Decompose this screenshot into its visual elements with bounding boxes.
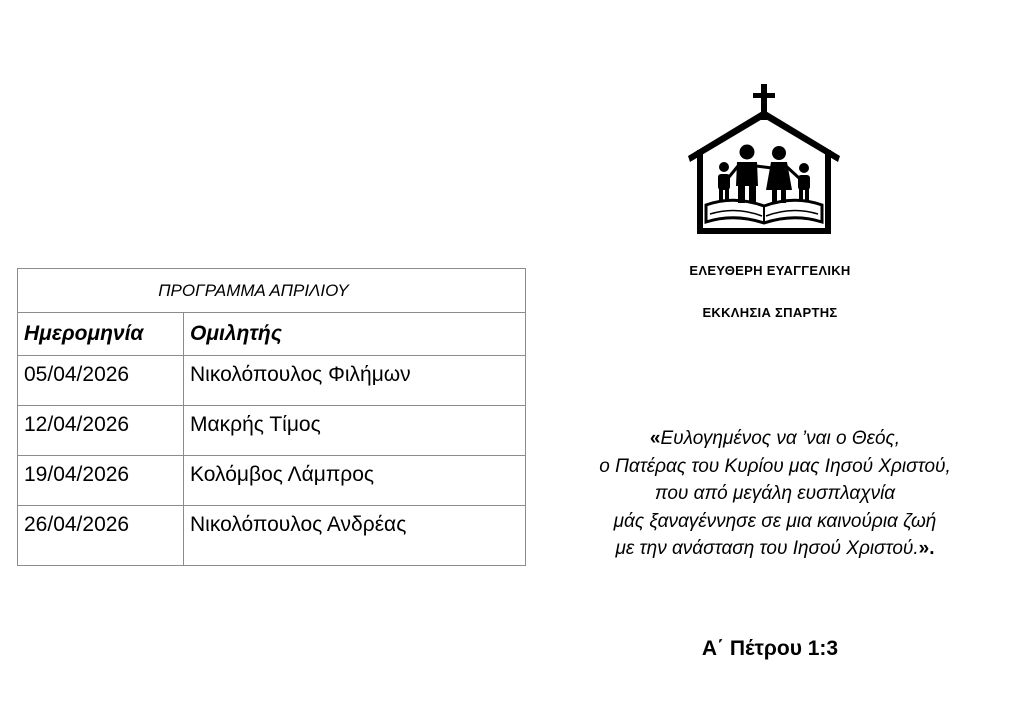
- church-name-line2: ΕΚΚΛΗΣΙΑ ΣΠΑΡΤΗΣ: [702, 305, 838, 320]
- row-speaker: Νικολόπουλος Ανδρέας: [184, 506, 526, 566]
- verse-line: «Ευλογημένος να ’ναι ο Θεός,: [649, 428, 901, 449]
- row-speaker: Μακρής Τίμος: [184, 406, 526, 456]
- schedule-header-row: [18, 313, 526, 356]
- row-date: 19/04/2026: [18, 456, 184, 506]
- table-row: [18, 456, 526, 506]
- header-speaker: Ομιλητής: [184, 313, 526, 356]
- church-family-bible-icon: [684, 82, 844, 240]
- verse-line: ο Πατέρας του Κυρίου μας Ιησού Χριστού,: [599, 455, 951, 477]
- bible-verse: [540, 425, 1010, 563]
- row-date: 12/04/2026: [18, 406, 184, 456]
- table-row: [18, 506, 526, 566]
- table-row: [18, 356, 526, 406]
- schedule-table: [17, 268, 526, 566]
- verse-line: που από μεγάλη ευσπλαχνία: [654, 483, 896, 504]
- verse-open-quote: «: [649, 428, 661, 449]
- header-date: Ημερομηνία: [18, 313, 184, 356]
- schedule-title-row: [18, 269, 526, 313]
- schedule-title: ΠΡΟΓΡΑΜΜΑ ΑΠΡΙΛΙΟΥ: [18, 269, 526, 313]
- row-speaker: Κολόμβος Λάμπρος: [184, 456, 526, 506]
- table-row: [18, 406, 526, 456]
- verse-line: μάς ξαναγέννησε σε μια καινούρια ζωή: [613, 510, 937, 532]
- row-date: 05/04/2026: [18, 356, 184, 406]
- church-name-line1: ΕΛΕΥΘΕΡΗ ΕΥΑΓΓΕΛΙΚΗ: [689, 263, 851, 278]
- row-date: 26/04/2026: [18, 506, 184, 566]
- verse-close-quote: ».: [918, 538, 935, 559]
- row-speaker: Νικολόπουλος Φιλήμων: [184, 356, 526, 406]
- verse-line: με την ανάσταση του Ιησού Χριστού.».: [615, 538, 935, 559]
- verse-reference: Α΄ Πέτρου 1:3: [701, 637, 839, 660]
